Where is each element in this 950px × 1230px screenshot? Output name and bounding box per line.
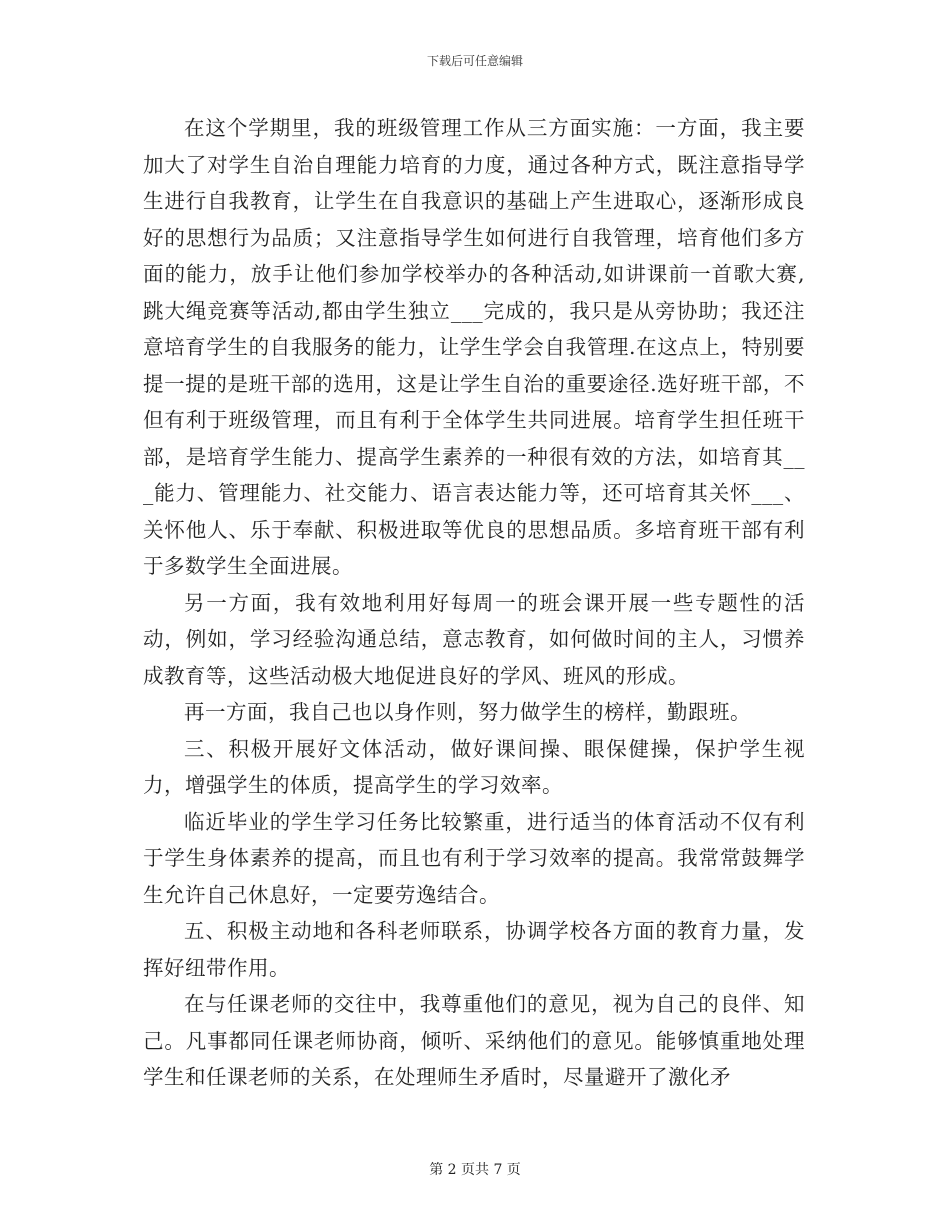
paragraph-3: 再一方面，我自己也以身作则，努力做学生的榜样，勤跟班。 bbox=[184, 700, 751, 724]
paragraph-7: 在与任课老师的交往中，我尊重他们的意见，视为自己的良伴、知己。凡事都同任课老师协商，倾听、采纳他们的意见。能够慎重地处理学生和任课老师的关系，在处理师生矛盾时，尽量避开了激化矛 bbox=[143, 992, 805, 1089]
paragraph-5: 临近毕业的学生学习任务比较繁重，进行适当的体育活动不仅有利于学生身体素养的提高，而且也有利于学习效率的提高。我常常鼓舞学生允许自己休息好，一定要劳逸结合。 bbox=[143, 809, 805, 907]
paragraph-1: 在这个学期里，我的班级管理工作从三方面实施：一方面，我主要加大了对学生自治自理能力培育的力度，通过各种方式，既注意指导学生进行自我教育，让学生在自我意识的基础上产生进取心，逐渐形成良好的思想行为品质；又注意指导学生如何进行自我管理，培育他们多方面的能力，放手让他们参加学校举办的各种活动,如讲课前一首歌大赛,跳大绳竞赛等活动,都由学生独立___完成的，我只是从旁协助；我还注意培育学生的自我服务的能力，让学生学会自我管理.在这点上，特别要提一提的是班干部的选用，这是让学生自治的重要途径.选好班干部，不但有利于班级管理，而且有利于全体学生共同进展。培育学生担任班干部，是培育学生能力、提高学生素养的一种很有效的方法，如培育其___能力、管理能力、社交能力、语言表达能力等，还可培育其关怀___、关怀他人、乐于奉献、积极进取等优良的思想品质。多培育班干部有利于多数学生全面进展。 bbox=[143, 116, 805, 578]
page-header: 下载后可任意编辑 bbox=[426, 54, 523, 68]
page-number: 第 2 页共 7 页 bbox=[429, 1162, 521, 1178]
paragraph-4: 三、积极开展好文体活动，做好课间操、眼保健操，保护学生视力，增强学生的体质，提高学生的学习效率。 bbox=[143, 736, 805, 797]
document-body bbox=[143, 110, 805, 1096]
paragraph-6: 五、积极主动地和各科老师联系，协调学校各方面的教育力量，发挥好纽带作用。 bbox=[143, 919, 805, 980]
paragraph-2: 另一方面，我有效地利用好每周一的班会课开展一些专题性的活动，例如，学习经验沟通总结，意志教育，如何做时间的主人，习惯养成教育等，这些活动极大地促进良好的学风、班风的形成。 bbox=[143, 590, 805, 688]
